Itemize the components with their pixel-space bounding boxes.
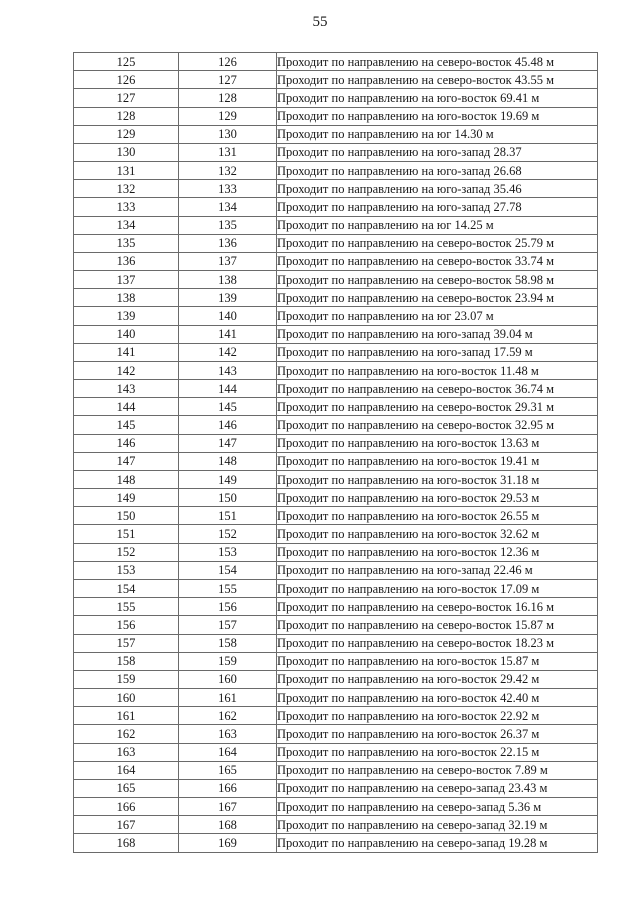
description-cell: Проходит по направлению на юго-восток 26.37 м bbox=[277, 725, 598, 743]
from-point-cell: 147 bbox=[74, 452, 179, 470]
description-cell: Проходит по направлению на северо-восток 15.87 м bbox=[277, 616, 598, 634]
description-cell: Проходит по направлению на юго-запад 27.78 bbox=[277, 198, 598, 216]
from-point-cell: 133 bbox=[74, 198, 179, 216]
from-point-cell: 161 bbox=[74, 707, 179, 725]
to-point-cell: 162 bbox=[179, 707, 277, 725]
to-point-cell: 169 bbox=[179, 834, 277, 852]
to-point-cell: 150 bbox=[179, 489, 277, 507]
description-cell: Проходит по направлению на юго-восток 13.63 м bbox=[277, 434, 598, 452]
from-point-cell: 127 bbox=[74, 89, 179, 107]
to-point-cell: 160 bbox=[179, 670, 277, 688]
from-point-cell: 158 bbox=[74, 652, 179, 670]
from-point-cell: 164 bbox=[74, 761, 179, 779]
description-cell: Проходит по направлению на юго-восток 19.69 м bbox=[277, 107, 598, 125]
table-row bbox=[74, 289, 598, 307]
to-point-cell: 135 bbox=[179, 216, 277, 234]
to-point-cell: 151 bbox=[179, 507, 277, 525]
table-row bbox=[74, 561, 598, 579]
from-point-cell: 143 bbox=[74, 380, 179, 398]
description-cell: Проходит по направлению на северо-восток 43.55 м bbox=[277, 71, 598, 89]
table-row bbox=[74, 525, 598, 543]
table-row bbox=[74, 598, 598, 616]
to-point-cell: 137 bbox=[179, 252, 277, 270]
description-cell: Проходит по направлению на юг 14.30 м bbox=[277, 125, 598, 143]
table-row bbox=[74, 779, 598, 797]
table-row bbox=[74, 816, 598, 834]
description-cell: Проходит по направлению на юго-восток 12.36 м bbox=[277, 543, 598, 561]
description-cell: Проходит по направлению на северо-восток 29.31 м bbox=[277, 398, 598, 416]
description-cell: Проходит по направлению на юго-запад 26.68 bbox=[277, 162, 598, 180]
to-point-cell: 156 bbox=[179, 598, 277, 616]
from-point-cell: 165 bbox=[74, 779, 179, 797]
from-point-cell: 141 bbox=[74, 343, 179, 361]
table-row bbox=[74, 579, 598, 597]
to-point-cell: 142 bbox=[179, 343, 277, 361]
to-point-cell: 152 bbox=[179, 525, 277, 543]
table-row bbox=[74, 89, 598, 107]
to-point-cell: 161 bbox=[179, 689, 277, 707]
table-row bbox=[74, 434, 598, 452]
to-point-cell: 146 bbox=[179, 416, 277, 434]
table-row bbox=[74, 416, 598, 434]
description-cell: Проходит по направлению на юго-восток 22.92 м bbox=[277, 707, 598, 725]
description-cell: Проходит по направлению на северо-восток 58.98 м bbox=[277, 271, 598, 289]
to-point-cell: 149 bbox=[179, 470, 277, 488]
table-row bbox=[74, 725, 598, 743]
table-row bbox=[74, 71, 598, 89]
to-point-cell: 130 bbox=[179, 125, 277, 143]
description-cell: Проходит по направлению на северо-запад 5.36 м bbox=[277, 798, 598, 816]
table-row bbox=[74, 252, 598, 270]
description-cell: Проходит по направлению на юго-восток 69.41 м bbox=[277, 89, 598, 107]
from-point-cell: 132 bbox=[74, 180, 179, 198]
to-point-cell: 144 bbox=[179, 380, 277, 398]
table-body bbox=[74, 53, 598, 853]
description-cell: Проходит по направлению на юго-запад 35.46 bbox=[277, 180, 598, 198]
to-point-cell: 139 bbox=[179, 289, 277, 307]
description-cell: Проходит по направлению на юг 14.25 м bbox=[277, 216, 598, 234]
to-point-cell: 143 bbox=[179, 361, 277, 379]
from-point-cell: 162 bbox=[74, 725, 179, 743]
from-point-cell: 137 bbox=[74, 271, 179, 289]
table-row bbox=[74, 489, 598, 507]
to-point-cell: 157 bbox=[179, 616, 277, 634]
description-cell: Проходит по направлению на юго-восток 11.48 м bbox=[277, 361, 598, 379]
description-cell: Проходит по направлению на юго-восток 22.15 м bbox=[277, 743, 598, 761]
to-point-cell: 134 bbox=[179, 198, 277, 216]
to-point-cell: 126 bbox=[179, 53, 277, 71]
table-row bbox=[74, 107, 598, 125]
table-row bbox=[74, 452, 598, 470]
to-point-cell: 133 bbox=[179, 180, 277, 198]
to-point-cell: 165 bbox=[179, 761, 277, 779]
description-cell: Проходит по направлению на северо-запад 32.19 м bbox=[277, 816, 598, 834]
to-point-cell: 131 bbox=[179, 143, 277, 161]
from-point-cell: 168 bbox=[74, 834, 179, 852]
description-cell: Проходит по направлению на северо-восток 7.89 м bbox=[277, 761, 598, 779]
description-cell: Проходит по направлению на северо-восток 32.95 м bbox=[277, 416, 598, 434]
from-point-cell: 128 bbox=[74, 107, 179, 125]
table-row bbox=[74, 143, 598, 161]
to-point-cell: 159 bbox=[179, 652, 277, 670]
table-row bbox=[74, 761, 598, 779]
table-row bbox=[74, 798, 598, 816]
from-point-cell: 152 bbox=[74, 543, 179, 561]
from-point-cell: 149 bbox=[74, 489, 179, 507]
description-cell: Проходит по направлению на юго-запад 39.04 м bbox=[277, 325, 598, 343]
to-point-cell: 129 bbox=[179, 107, 277, 125]
from-point-cell: 135 bbox=[74, 234, 179, 252]
from-point-cell: 142 bbox=[74, 361, 179, 379]
to-point-cell: 167 bbox=[179, 798, 277, 816]
table-row bbox=[74, 743, 598, 761]
to-point-cell: 164 bbox=[179, 743, 277, 761]
description-cell: Проходит по направлению на северо-восток 18.23 м bbox=[277, 634, 598, 652]
table-row bbox=[74, 707, 598, 725]
from-point-cell: 159 bbox=[74, 670, 179, 688]
description-cell: Проходит по направлению на юго-запад 17.59 м bbox=[277, 343, 598, 361]
to-point-cell: 145 bbox=[179, 398, 277, 416]
table-row bbox=[74, 180, 598, 198]
to-point-cell: 168 bbox=[179, 816, 277, 834]
description-cell: Проходит по направлению на северо-запад 19.28 м bbox=[277, 834, 598, 852]
table-row bbox=[74, 325, 598, 343]
from-point-cell: 153 bbox=[74, 561, 179, 579]
from-point-cell: 160 bbox=[74, 689, 179, 707]
description-cell: Проходит по направлению на юго-восток 31.18 м bbox=[277, 470, 598, 488]
from-point-cell: 155 bbox=[74, 598, 179, 616]
table-row bbox=[74, 234, 598, 252]
from-point-cell: 146 bbox=[74, 434, 179, 452]
from-point-cell: 157 bbox=[74, 634, 179, 652]
description-cell: Проходит по направлению на юг 23.07 м bbox=[277, 307, 598, 325]
description-cell: Проходит по направлению на юго-запад 22.46 м bbox=[277, 561, 598, 579]
table-row bbox=[74, 634, 598, 652]
from-point-cell: 144 bbox=[74, 398, 179, 416]
from-point-cell: 129 bbox=[74, 125, 179, 143]
from-point-cell: 139 bbox=[74, 307, 179, 325]
from-point-cell: 166 bbox=[74, 798, 179, 816]
description-cell: Проходит по направлению на юго-восток 19.41 м bbox=[277, 452, 598, 470]
from-point-cell: 131 bbox=[74, 162, 179, 180]
from-point-cell: 134 bbox=[74, 216, 179, 234]
to-point-cell: 132 bbox=[179, 162, 277, 180]
description-cell: Проходит по направлению на юго-восток 17.09 м bbox=[277, 579, 598, 597]
table-row bbox=[74, 343, 598, 361]
description-cell: Проходит по направлению на северо-восток 25.79 м bbox=[277, 234, 598, 252]
to-point-cell: 148 bbox=[179, 452, 277, 470]
from-point-cell: 150 bbox=[74, 507, 179, 525]
to-point-cell: 138 bbox=[179, 271, 277, 289]
to-point-cell: 163 bbox=[179, 725, 277, 743]
to-point-cell: 153 bbox=[179, 543, 277, 561]
table-row bbox=[74, 834, 598, 852]
from-point-cell: 163 bbox=[74, 743, 179, 761]
to-point-cell: 158 bbox=[179, 634, 277, 652]
to-point-cell: 140 bbox=[179, 307, 277, 325]
boundary-description-table bbox=[73, 52, 598, 853]
from-point-cell: 156 bbox=[74, 616, 179, 634]
description-cell: Проходит по направлению на северо-восток 16.16 м bbox=[277, 598, 598, 616]
table-row bbox=[74, 125, 598, 143]
table-row bbox=[74, 361, 598, 379]
from-point-cell: 140 bbox=[74, 325, 179, 343]
to-point-cell: 147 bbox=[179, 434, 277, 452]
description-cell: Проходит по направлению на юго-восток 15.87 м bbox=[277, 652, 598, 670]
from-point-cell: 148 bbox=[74, 470, 179, 488]
to-point-cell: 136 bbox=[179, 234, 277, 252]
table-row bbox=[74, 271, 598, 289]
table-row bbox=[74, 543, 598, 561]
description-cell: Проходит по направлению на северо-восток 45.48 м bbox=[277, 53, 598, 71]
table-row bbox=[74, 616, 598, 634]
description-cell: Проходит по направлению на юго-восток 26.55 м bbox=[277, 507, 598, 525]
table-row bbox=[74, 198, 598, 216]
table-row bbox=[74, 670, 598, 688]
from-point-cell: 167 bbox=[74, 816, 179, 834]
table-row bbox=[74, 380, 598, 398]
to-point-cell: 154 bbox=[179, 561, 277, 579]
description-cell: Проходит по направлению на юго-восток 42.40 м bbox=[277, 689, 598, 707]
description-cell: Проходит по направлению на северо-восток 33.74 м bbox=[277, 252, 598, 270]
to-point-cell: 128 bbox=[179, 89, 277, 107]
description-cell: Проходит по направлению на северо-восток 36.74 м bbox=[277, 380, 598, 398]
table-row bbox=[74, 689, 598, 707]
table-row bbox=[74, 470, 598, 488]
table-row bbox=[74, 507, 598, 525]
description-cell: Проходит по направлению на юго-восток 32.62 м bbox=[277, 525, 598, 543]
from-point-cell: 130 bbox=[74, 143, 179, 161]
to-point-cell: 166 bbox=[179, 779, 277, 797]
table-row bbox=[74, 652, 598, 670]
from-point-cell: 138 bbox=[74, 289, 179, 307]
description-cell: Проходит по направлению на юго-восток 29.53 м bbox=[277, 489, 598, 507]
table-row bbox=[74, 307, 598, 325]
table-row bbox=[74, 398, 598, 416]
from-point-cell: 151 bbox=[74, 525, 179, 543]
table-row bbox=[74, 53, 598, 71]
to-point-cell: 155 bbox=[179, 579, 277, 597]
page-number: 55 bbox=[312, 14, 328, 30]
description-cell: Проходит по направлению на северо-восток 23.94 м bbox=[277, 289, 598, 307]
from-point-cell: 154 bbox=[74, 579, 179, 597]
to-point-cell: 127 bbox=[179, 71, 277, 89]
from-point-cell: 136 bbox=[74, 252, 179, 270]
table-row bbox=[74, 162, 598, 180]
from-point-cell: 145 bbox=[74, 416, 179, 434]
description-cell: Проходит по направлению на юго-запад 28.37 bbox=[277, 143, 598, 161]
from-point-cell: 126 bbox=[74, 71, 179, 89]
description-cell: Проходит по направлению на северо-запад 23.43 м bbox=[277, 779, 598, 797]
description-cell: Проходит по направлению на юго-восток 29.42 м bbox=[277, 670, 598, 688]
to-point-cell: 141 bbox=[179, 325, 277, 343]
from-point-cell: 125 bbox=[74, 53, 179, 71]
table-row bbox=[74, 216, 598, 234]
